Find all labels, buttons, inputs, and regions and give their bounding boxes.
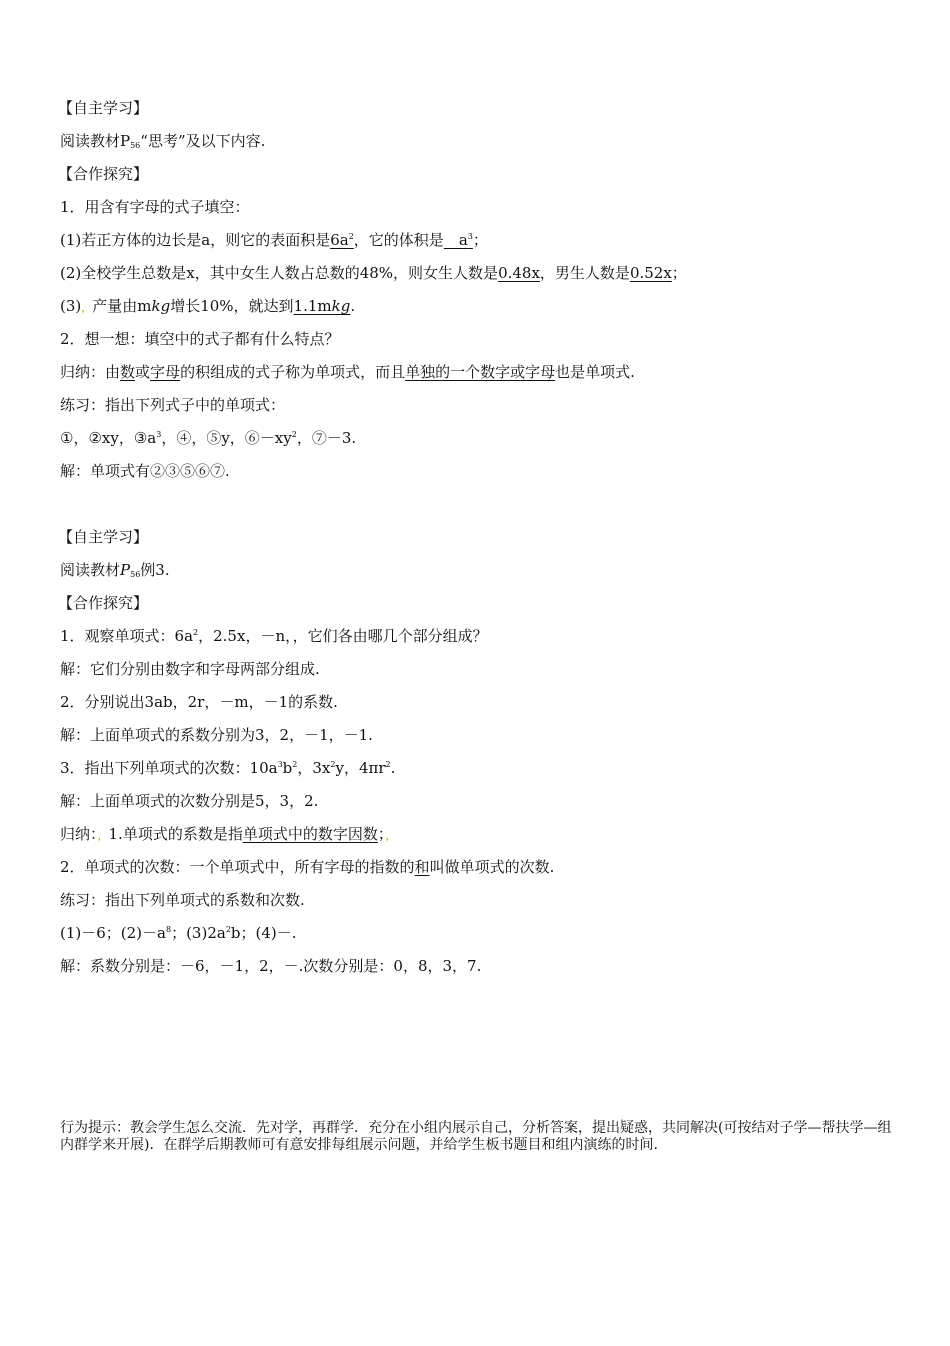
mark: ， [385, 829, 397, 842]
q-text: ； [472, 231, 488, 249]
question-2-3: 3．指出下列单项式的次数：$10a^3b^2$，$3x^2y$，$4\pi r^2$. [60, 759, 396, 777]
q-text: ，它的体积是 [353, 231, 444, 249]
answer-2-exercise: 解：系数分别是：－6，－1，2，－.次数分别是：0，8，3，7. [60, 957, 482, 975]
exercise-title-2: 练习：指出下列单项式的系数和次数. [60, 891, 305, 909]
mark: ， [81, 301, 93, 314]
question-2-1: 1．观察单项式：$6a^2$，2.5x，－n，，它们各由哪几个部分组成？ [60, 627, 488, 645]
blank-single: 单独的一个数字或字母 [405, 363, 556, 381]
exercise-items-2: (1)－6；$(2)-a^8$；$(3)2a^2b$；(4)－. [60, 924, 297, 942]
answer-output: 1.1mkg [293, 297, 351, 315]
blank-sum: 和 [414, 858, 430, 876]
answer-2-1: 解：它们分别由数字和字母两部分组成. [60, 660, 320, 678]
blank-letter: 字母 [150, 363, 181, 381]
q-text: (1)若正方体的边长是a，则它的表面积是 [60, 231, 331, 249]
section-heading-self-study-2: 【自主学习】 [58, 528, 149, 546]
summary-2-1: 归纳：，1.单项式的系数是指单项式中的数字因数；， [60, 825, 397, 843]
summary-1: 归纳：由数或字母的积组成的式子称为单项式，而且单独的一个数字或字母也是单项式. [60, 363, 635, 381]
question-2-2: 2．分别说出3ab，2r，－m，－1的系数. [60, 693, 338, 711]
page-subscript: 56 [130, 141, 141, 150]
section-heading-self-study-1: 【自主学习】 [58, 99, 149, 117]
mark: ， [97, 829, 109, 842]
question-2-title: 2．想一想：填空中的式子都有什么特点？ [60, 330, 340, 348]
answer-boys: 0.52x [629, 264, 672, 282]
question-1-title: 1．用含有字母的式子填空： [60, 198, 250, 216]
answer-1: 解：单项式有②③⑤⑥⑦. [60, 462, 230, 480]
q-text: (3) [60, 297, 82, 315]
reading-text: 阅读教材P [60, 132, 131, 150]
question-1-3 [60, 296, 355, 318]
answer-girls: 0.48x [498, 264, 540, 282]
reading-instruction-1 [60, 131, 265, 151]
answer-2-2: 解：上面单项式的系数分别为3，2，－1，－1. [60, 726, 373, 744]
answer-volume: $a^3$ [443, 231, 473, 249]
blank-coefficient: 单项式中的数字因数 [242, 825, 378, 843]
section-heading-coop-1: 【合作探究】 [58, 165, 149, 183]
exercise-items-1: ①，②xy，$③a^3$，④，⑤y，$⑥-xy^2$，⑦－3. [60, 429, 357, 447]
section-heading-coop-2: 【合作探究】 [58, 594, 149, 612]
reading-text-post: “思考”及以下内容. [140, 132, 266, 150]
answer-surface-area: $6a^2$ [330, 231, 354, 249]
answer-2-3: 解：上面单项式的次数分别是5，3，2. [60, 792, 319, 810]
q-text: (2)全校学生总数是x，其中女生人数占总数的48%，则女生人数是 [60, 264, 499, 282]
blank-number: 数 [120, 363, 136, 381]
summary-2-2: 2．单项式的次数：一个单项式中，所有字母的指数的和叫做单项式的次数. [60, 858, 555, 876]
q-text: ，男生人数是 [539, 264, 630, 282]
teaching-note: 行为提示：教会学生怎么交流．先对学，再群学．充分在小组内展示自己，分析答案，提出疑惑，共同解决(可按结对子学—帮扶学—组内群学来开展)．在群学后期教师可有意安排每组展示问题，并给学生板书题目和组内演练的时间. [60, 1120, 892, 1153]
q-text: 产量由m [92, 297, 152, 315]
exercise-title-1: 练习：指出下列式子中的单项式： [60, 396, 286, 414]
q-text: 增长10%，就达到 [170, 297, 294, 315]
q-text: . [350, 297, 356, 315]
question-1-2 [60, 263, 687, 283]
q-text: ； [671, 264, 687, 282]
question-1-1 [60, 230, 488, 250]
reading-instruction-2: 阅读教材$P_{56}$例3. [60, 561, 170, 579]
unit-kg: kg [151, 297, 171, 315]
